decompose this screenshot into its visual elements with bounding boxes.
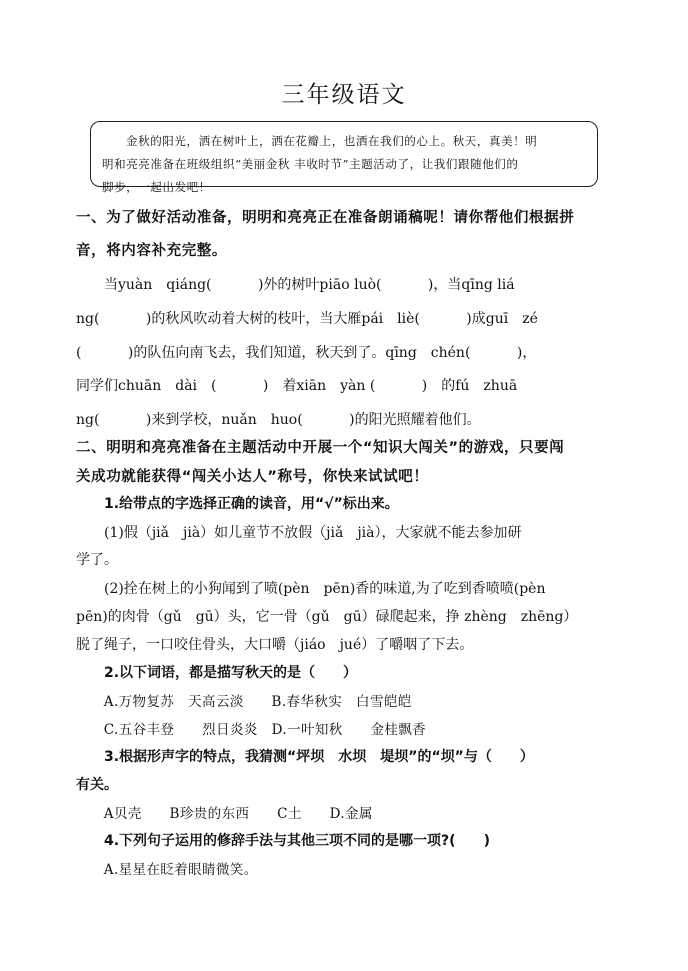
q4-option-a: A.星星在眨着眼睛微笑。	[76, 862, 258, 878]
section2-heading-line2: 关成功就能获得“闯关小达人”称号，你快来试试吧！	[76, 469, 429, 485]
q1-item2-line3: 脱了绳子，一口咬住骨头，大口嚼（jiáo jué）了嚼咽了下去。	[76, 637, 474, 653]
q1-item2-line1: (2)拴在树上的小狗闻到了喷(pèn pēn)香的味道,为了吃到香喷喷(pèn	[76, 581, 546, 597]
section2-heading-line1: 二、明明和亮亮准备在主题活动中开展一个“知识大闯关”的游戏，只要闯	[76, 440, 565, 456]
intro-line-1	[102, 130, 586, 153]
q2-options-line1: A.万物复苏 天高云淡 B.春华秋实 白雪皑皑	[76, 694, 412, 710]
passage-line-3: ( )的队伍向南飞去，我们知道，秋天到了。qīng chén( )，	[76, 345, 537, 361]
section1-heading-line1: 一、为了做好活动准备，明明和亮亮正在准备朗诵稿呢！请你帮他们根据拼	[76, 210, 575, 226]
q3-options: A贝壳 B珍贵的东西 C土 D.金属	[76, 806, 373, 822]
intro-box	[90, 121, 598, 194]
q1-item1-line2: 学了。	[76, 552, 118, 568]
q3-prompt-line1: 3.根据形声字的特点，我猜测“坪坝 水坝 堤坝”的“坝”与（ ）	[76, 749, 534, 765]
page-title: 三年级语文	[281, 82, 407, 108]
q2-options-line2: C.五谷丰登 烈日炎炎 D.一叶知秋 金桂飘香	[76, 722, 427, 738]
q3-prompt-line2: 有关。	[76, 777, 118, 793]
intro-text-1: 金秋的阳光，洒在树叶上，洒在花瓣上，也洒在我们的心上。秋天，真美！明	[126, 134, 538, 148]
section1-heading-line2: 音，将内容补充完整。	[76, 243, 227, 259]
passage-line-5: ng( )来到学校，nuǎn huo( )的阳光照耀着他们。	[76, 412, 481, 428]
q1-prompt: 1.给带点的字选择正确的读音，用“√”标出来。	[76, 496, 399, 512]
passage-line-4: 同学们chuān dài ( ) 着xiān yàn ( ) 的fú zhuā	[76, 378, 518, 394]
q1-item1-line1: (1)假（jiǎ jià）如儿童节不放假（jiǎ jià），大家就不能去参加研	[76, 525, 522, 541]
passage-line-2: ng( )的秋风吹动着大树的枝叶，当大雁pái liè( )成guī zé	[76, 311, 538, 327]
q1-item2-line2: pēn)的肉骨（gǔ gū）头，它一骨（gǔ gū）碌爬起来，挣 zhèng zhēng）	[76, 609, 578, 625]
intro-line-3: 脚步，一起出发吧！	[102, 180, 211, 194]
q4-prompt: 4.下列句子运用的修辞手法与其他三项不同的是哪一项?( )	[76, 833, 490, 849]
passage-line-1: 当yuàn qiáng( )外的树叶piāo luò( )，当qīng liá	[76, 277, 515, 293]
intro-line-2: 明和亮亮准备在班级组织“美丽金秋 丰收时节”主题活动了，让我们跟随他们的	[102, 157, 519, 171]
q2-prompt: 2.以下词语，都是描写秋天的是（ ）	[76, 665, 358, 681]
